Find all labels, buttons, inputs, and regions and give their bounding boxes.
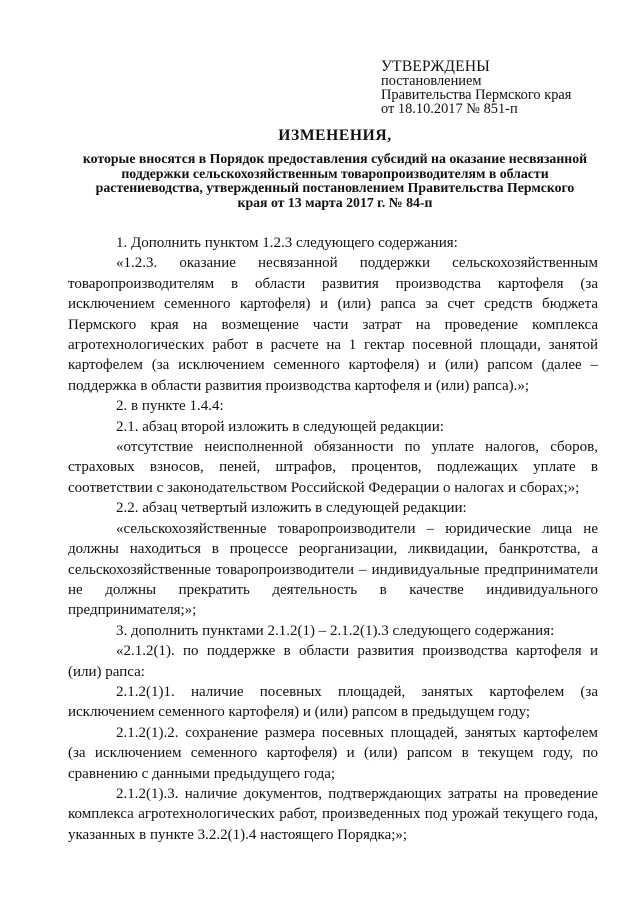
approval-line-1: постановлением — [381, 73, 482, 89]
paragraph: «1.2.3. оказание несвязанной поддержки сельскохозяйственным товаропроизводителям в области развития производства картофеля (за исключением семенного картофеля) и (или) рапса за счет средств бюджета Пермского края на возмещение части затрат на проведение комплекса агротехнологических работ в расчете на 1 гектар посевной площади, занятой картофелем (за исключением семенного картофеля) и (или) рапсом (далее – поддержка в области развития производства картофеля и (или) рапса).»; — [68, 255, 598, 394]
paragraph: «отсутствие неисполненной обязанности по уплате налогов, сборов, страховых взносов, пеней, штрафов, процентов, подлежащих уплате в соответствии с законодательством Российской Федерации о налогах и сборах;»; — [68, 439, 598, 496]
approval-block — [381, 60, 621, 116]
paragraph: 2.2. абзац четвертый изложить в следующей редакции: — [116, 500, 467, 517]
paragraph: 2.1.2(1)1. наличие посевных площадей, занятых картофелем (за исключением семенного картофеля) и (или) рапсом в предыдущем году; — [68, 683, 598, 721]
paragraph: 3. дополнить пунктами 2.1.2(1) – 2.1.2(1).3 следующего содержания: — [116, 622, 555, 639]
paragraph: «сельскохозяйственные товаропроизводители – юридические лица не должны находиться в процессе реорганизации, ликвидации, банкротства, а сельскохозяйственные товаропроизводители – индивидуальные предприниматели не должны прекратить деятельность в качестве индивидуального предпринимателя;»; — [68, 520, 598, 619]
document-body — [68, 233, 598, 845]
document-subtitle: которые вносятся в Порядок предоставления субсидий на оказание несвязанной поддержки сельскохозяйственным товаропроизводителям в области растениеводства, утвержденный постановлением Правительства Пермского края от 13 марта 2017 г. № 84-п — [82, 151, 588, 210]
paragraph: «2.1.2(1). по поддержке в области развития производства картофеля и (или) рапса: — [68, 643, 598, 680]
paragraph: 2.1.2(1).3. наличие документов, подтверждающих затраты на проведение комплекса агротехнологических работ, произведенных под урожай текущего года, указанных в пункте 3.2.2(1).4 настоящего Порядка;»; — [68, 785, 598, 843]
paragraph: 2.1. абзац второй изложить в следующей редакции: — [116, 418, 444, 435]
approval-line-2: Правительства Пермского края — [381, 87, 572, 103]
paragraph: 2. в пункте 1.4.4: — [116, 398, 224, 415]
document-title: ИЗМЕНЕНИЯ, — [278, 127, 392, 144]
paragraph: 1. Дополнить пунктом 1.2.3 следующего содержания: — [116, 235, 458, 251]
approval-line-3: от 18.10.2017 № 851-п — [381, 101, 518, 117]
approval-heading: УТВЕРЖДЕНЫ — [381, 58, 490, 75]
paragraph: 2.1.2(1).2. сохранение размера посевных площадей, занятых картофелем (за исключением семенного картофеля) и (или) рапсом в текущем году, по сравнению с данными предыдущего года; — [68, 724, 598, 782]
